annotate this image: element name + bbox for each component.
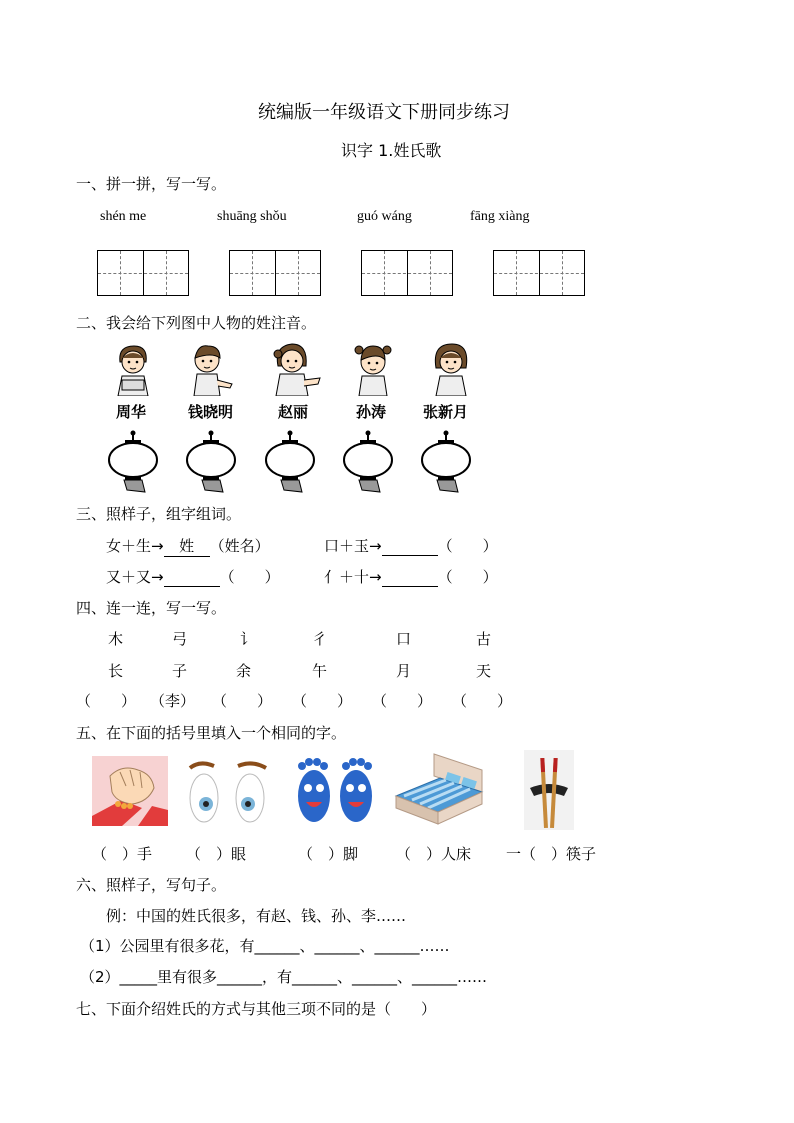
child-illustration-5: [428, 340, 474, 396]
child-illustration-2: [186, 340, 236, 396]
bed-picture: [394, 752, 484, 832]
compose-formula: 亻＋十→: [324, 568, 382, 586]
section-1-heading: 一、拼一拼，写一写。: [76, 175, 227, 193]
fill-item-hand[interactable]: （ ）手: [92, 845, 153, 863]
compose-word-example: （姓名）: [209, 537, 270, 555]
compose-answer-blank[interactable]: [382, 568, 438, 587]
pinyin-3: guó wáng: [357, 209, 412, 224]
writing-grid-3[interactable]: [361, 250, 453, 296]
match-top-1[interactable]: 木: [108, 630, 124, 648]
section-3-heading: 三、照样子，组字组词。: [76, 505, 242, 523]
chopsticks-picture: [524, 750, 574, 830]
compose-answer-example: 姓: [164, 535, 210, 557]
match-bottom-5[interactable]: 月: [396, 662, 412, 680]
lantern-answer-box-5[interactable]: [420, 430, 472, 494]
match-top-4[interactable]: 彳: [312, 630, 328, 648]
fill-item-bed[interactable]: （ ）人床: [396, 845, 472, 863]
person-name-3: 赵丽: [278, 403, 309, 421]
pinyin-2: shuāng shǒu: [217, 209, 287, 224]
compose-formula: 口＋玉→: [324, 537, 382, 555]
page-title: 统编版一年级语文下册同步练习: [258, 102, 510, 123]
compose-row-1a: [106, 535, 270, 557]
section-7-heading: 七、下面介绍姓氏的方式与其他三项不同的是（ ）: [76, 1000, 437, 1018]
eyes-picture: [186, 760, 270, 826]
match-answer-3[interactable]: （ ）: [212, 692, 273, 710]
match-top-2[interactable]: 弓: [172, 630, 188, 648]
compose-row-1b: [324, 535, 498, 556]
match-bottom-4[interactable]: 午: [312, 662, 328, 680]
person-name-1: 周华: [116, 403, 147, 421]
match-answer-2: （李）: [150, 692, 196, 710]
writing-grid-1[interactable]: [97, 250, 189, 296]
hands-picture: [92, 756, 168, 826]
person-name-5: 张新月: [423, 403, 469, 421]
fill-item-eye[interactable]: （ ）眼: [186, 845, 247, 863]
pinyin-4: fāng xiàng: [470, 209, 530, 224]
pinyin-1: shén me: [100, 209, 147, 224]
match-answer-1[interactable]: （ ）: [76, 692, 137, 710]
compose-row-2b: [324, 566, 498, 587]
compose-answer-blank[interactable]: [164, 568, 220, 587]
match-top-3[interactable]: 讠: [240, 630, 256, 648]
lesson-subtitle: 识字 1.姓氏歌: [341, 141, 442, 160]
sentence-question-1[interactable]: （1）公园里有很多花，有______、______、______……: [80, 937, 450, 955]
person-name-4: 孙涛: [356, 403, 387, 421]
match-answer-4[interactable]: （ ）: [292, 692, 353, 710]
compose-answer-blank[interactable]: [382, 537, 438, 556]
child-illustration-1: [110, 340, 156, 396]
writing-grid-4[interactable]: [493, 250, 585, 296]
person-name-2: 钱晓明: [188, 403, 234, 421]
lantern-answer-box-3[interactable]: [264, 430, 316, 494]
match-top-6[interactable]: 古: [476, 630, 492, 648]
compose-word-blank[interactable]: （ ）: [437, 537, 498, 555]
writing-grid-2[interactable]: [229, 250, 321, 296]
section-6-heading: 六、照样子，写句子。: [76, 876, 227, 894]
match-answer-6[interactable]: （ ）: [452, 692, 513, 710]
lantern-answer-box-2[interactable]: [185, 430, 237, 494]
sentence-example: 例：中国的姓氏很多，有赵、钱、孙、李……: [106, 907, 407, 925]
child-illustration-4: [350, 340, 396, 396]
match-bottom-1[interactable]: 长: [108, 662, 124, 680]
compose-row-2a: [106, 566, 280, 587]
match-top-5[interactable]: 口: [396, 630, 412, 648]
compose-formula: 又＋又→: [106, 568, 164, 586]
match-answer-5[interactable]: （ ）: [372, 692, 433, 710]
section-4-heading: 四、连一连，写一写。: [76, 599, 227, 617]
child-illustration-3: [270, 340, 322, 396]
compose-formula: 女＋生→: [106, 537, 164, 555]
match-bottom-6[interactable]: 天: [476, 662, 492, 680]
match-bottom-3[interactable]: 余: [236, 662, 252, 680]
fill-item-foot[interactable]: （ ）脚: [298, 845, 359, 863]
section-2-heading: 二、我会给下列图中人物的姓注音。: [76, 314, 317, 332]
match-bottom-2[interactable]: 子: [172, 662, 188, 680]
compose-word-blank[interactable]: （ ）: [437, 568, 498, 586]
fill-item-chopsticks[interactable]: 一（ ）筷子: [506, 845, 597, 863]
sentence-question-2[interactable]: （2）_____里有很多______，有______、______、______……: [80, 968, 488, 986]
feet-picture: [294, 756, 376, 826]
lantern-answer-box-1[interactable]: [107, 430, 159, 494]
lantern-answer-box-4[interactable]: [342, 430, 394, 494]
compose-word-blank[interactable]: （ ）: [219, 568, 280, 586]
section-5-heading: 五、在下面的括号里填入一个相同的字。: [76, 724, 347, 742]
